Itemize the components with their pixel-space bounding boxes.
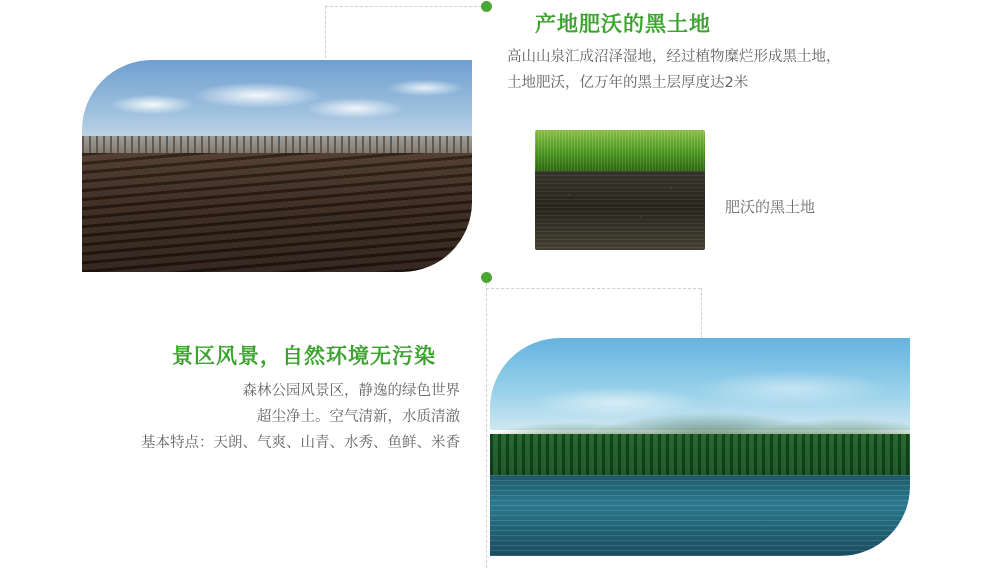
- connector-line-lake-vertical: [701, 288, 702, 344]
- lake-photo: [490, 338, 910, 556]
- bottom-paragraph-line-1: 森林公园风景区，静逸的绿色世界: [242, 383, 460, 399]
- top-paragraph-line-1: 高山山泉汇成沼泽湿地，经过植物糜烂形成黑土地，: [507, 49, 841, 65]
- connector-line-top-horizontal: [325, 6, 487, 7]
- bottom-section-heading: 景区风景，自然环境无污染: [172, 344, 436, 368]
- soil-photo-grass-layer: [535, 130, 705, 171]
- lake-photo-forest: [490, 434, 910, 478]
- connector-line-mid-vertical: [486, 278, 487, 568]
- soil-profile-photo: [535, 130, 705, 250]
- top-paragraph-line-2: 土地肥沃，亿万年的黑土层厚度达2米: [507, 75, 749, 91]
- top-section-heading: 产地肥沃的黑土地: [535, 12, 711, 36]
- connector-dot-top: [481, 1, 492, 12]
- connector-dot-mid: [481, 272, 492, 283]
- field-photo-ploughed-soil: [82, 153, 472, 272]
- bottom-section-paragraph: [60, 378, 460, 456]
- soil-photo-black-earth-layer: [535, 171, 705, 250]
- field-photo: [82, 60, 472, 272]
- top-section-paragraph: [507, 44, 907, 96]
- bottom-paragraph-line-3: 基本特点：天朗、气爽、山青、水秀、鱼鲜、米香: [141, 435, 460, 451]
- lake-photo-water: [490, 475, 910, 556]
- bottom-paragraph-line-2: 超尘净土。空气清新，水质清澈: [257, 409, 460, 425]
- soil-photo-caption: 肥沃的黑土地: [725, 198, 816, 216]
- connector-line-mid-horizontal: [486, 288, 701, 289]
- connector-line-top-vertical: [325, 6, 326, 68]
